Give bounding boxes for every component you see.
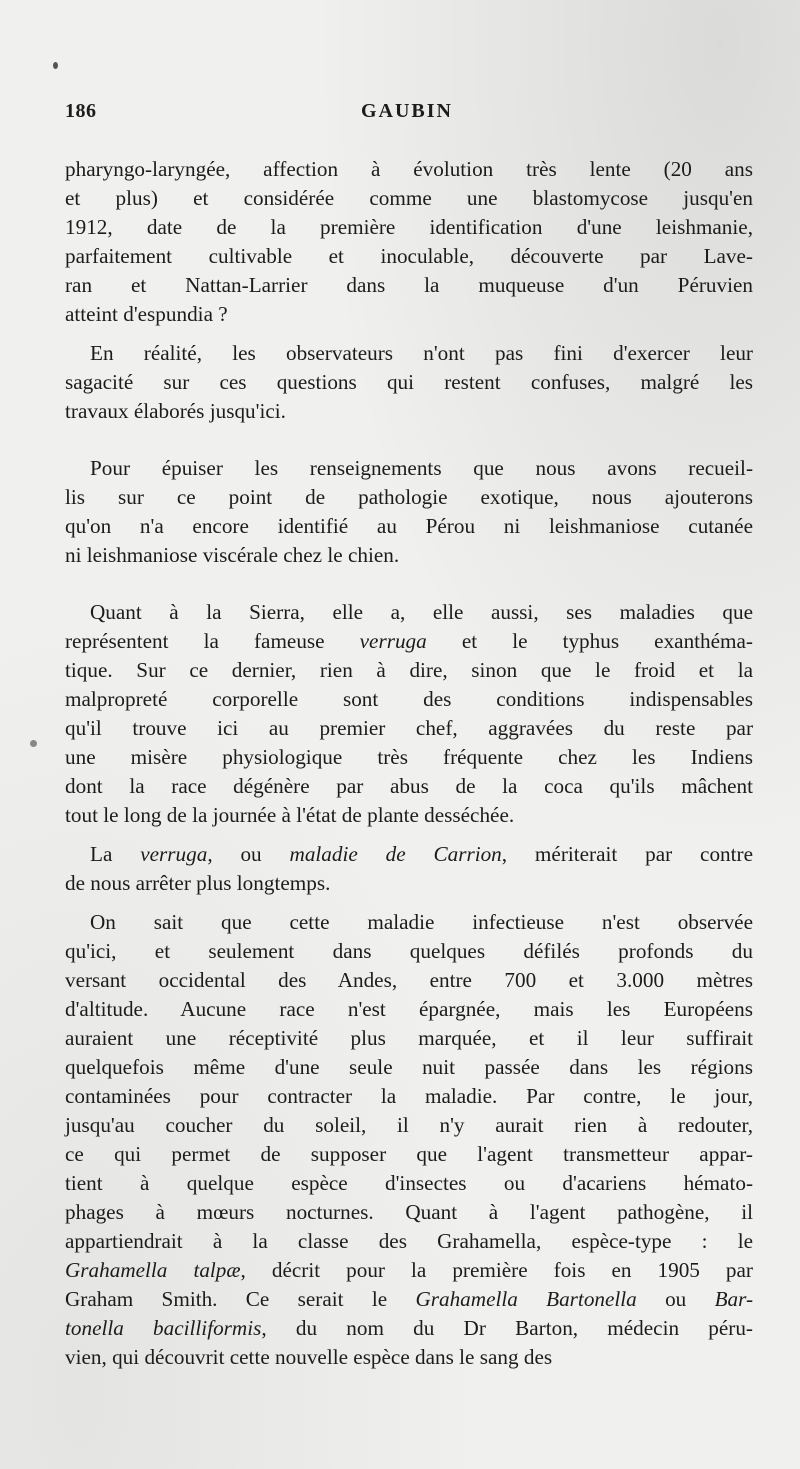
paragraph [65,840,753,898]
paragraph [65,339,753,426]
text-line: travaux élaborés jusqu'ici. [65,399,286,423]
text-line: auraient une réceptivité plus marquée, et il leur suffirait [65,1026,753,1050]
text-line: Graham Smith. Ce serait le Grahamella Bartonella ou Bar- [65,1287,754,1311]
text-line: qu'ici, et seulement dans quelques défilés profonds du [65,939,753,963]
ink-speck [30,740,37,747]
paragraph [65,155,753,329]
text-line: On sait que cette maladie infectieuse n'est observée [90,910,753,934]
text-line: jusqu'au coucher du soleil, il n'y aurait rien à redouter, [65,1113,753,1137]
text-line: tique. Sur ce dernier, rien à dire, sinon que le froid et la [65,658,753,682]
body-text [65,155,753,1372]
text-line: vien, qui découvrit cette nouvelle espèce dans le sang des [65,1345,553,1369]
paragraph [65,598,753,830]
text-line: appartiendrait à la classe des Grahamella, espèce-type : le [65,1229,753,1253]
paragraph [65,908,753,1372]
text-line: En réalité, les observateurs n'ont pas fini d'exercer leur [90,341,753,365]
text-line: et plus) et considérée comme une blastomycose jusqu'en [65,186,753,210]
page-number: 186 [65,100,97,122]
text-line: qu'on n'a encore identifié au Pérou ni leishmaniose cutanée [65,514,753,538]
text-line: tonella bacilliformis, du nom du Dr Barton, médecin péru- [65,1316,753,1340]
text-line: représentent la fameuse verruga et le typhus exanthéma- [65,629,753,653]
text-line: malpropreté corporelle sont des conditions indispensables [65,687,753,711]
text-line: phages à mœurs nocturnes. Quant à l'agent pathogène, il [65,1200,753,1224]
text-line: contaminées pour contracter la maladie. Par contre, le jour, [65,1084,753,1108]
text-line: tient à quelque espèce d'insectes ou d'acariens hémato- [65,1171,753,1195]
text-line: parfaitement cultivable et inoculable, découverte par Lave- [65,244,753,268]
text-line: lis sur ce point de pathologie exotique, nous ajouterons [65,485,753,509]
text-line: 1912, date de la première identification d'une leishmanie, [65,215,753,239]
text-line: ce qui permet de supposer que l'agent transmetteur appar- [65,1142,753,1166]
ink-speck [53,62,58,69]
text-line: ran et Nattan-Larrier dans la muqueuse d'un Péruvien [65,273,753,297]
paragraph [65,454,753,570]
page-header [65,100,753,130]
text-line: Grahamella talpæ, décrit pour la première fois en 1905 par [65,1258,753,1282]
text-line: qu'il trouve ici au premier chef, aggravées du reste par [65,716,753,740]
text-line: dont la race dégénère par abus de la coca qu'ils mâchent [65,774,753,798]
text-line: pharyngo-laryngée, affection à évolution très lente (20 ans [65,157,753,181]
text-line: une misère physiologique très fréquente chez les Indiens [65,745,753,769]
text-line: ni leishmaniose viscérale chez le chien. [65,543,400,567]
text-line: atteint d'espundia ? [65,302,228,326]
text-line: versant occidental des Andes, entre 700 et 3.000 mètres [65,968,753,992]
text-line: La verruga, ou maladie de Carrion, mériterait par contre [90,842,753,866]
text-line: sagacité sur ces questions qui restent confuses, malgré les [65,370,753,394]
text-line: Pour épuiser les renseignements que nous avons recueil- [90,456,753,480]
running-head: GAUBIN [360,100,453,122]
text-line: quelquefois même d'une seule nuit passée dans les régions [65,1055,753,1079]
text-line: tout le long de la journée à l'état de plante desséchée. [65,803,515,827]
text-line: d'altitude. Aucune race n'est épargnée, mais les Européens [65,997,753,1021]
text-line: de nous arrêter plus longtemps. [65,871,331,895]
text-line: Quant à la Sierra, elle a, elle aussi, ses maladies que [90,600,753,624]
